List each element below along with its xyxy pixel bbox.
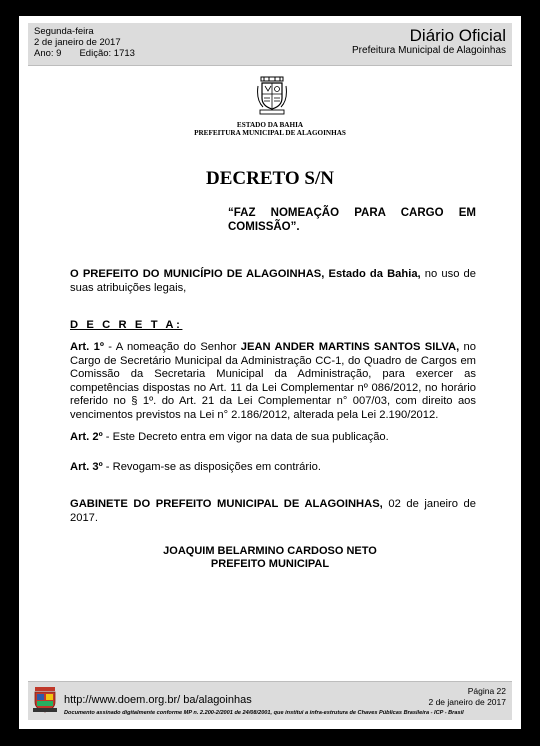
art3-text: - Revogam-se as disposições em contrário.: [102, 461, 321, 473]
header-edition-info: [34, 26, 135, 59]
letterhead-state: ESTADO DA BAHIA: [236, 121, 304, 129]
footer-signature-note: Documento assinado digitalmente conforme MP n. 2.200-2/2001 de 24/08/2001, que institui a infra-estrutura de Chaves Públicas Brasileira - ICP - Brasil: [64, 710, 464, 716]
footer-url[interactable]: http://www.doem.org.br/ ba/alagoinhas: [64, 694, 252, 706]
letterhead-prefeitura: PREFEITURA MUNICIPAL DE ALAGOINHAS: [194, 129, 346, 137]
footer-date: 2 de janeiro de 2017: [428, 697, 506, 707]
intro-bold: O PREFEITO DO MUNICÍPIO DE ALAGOINHAS, Estado da Bahia,: [70, 268, 421, 280]
art1-text: no Cargo de Secretário Municipal da Administração CC-1, do Quadro de Cargos em Comissão da Secretaria Municipal da Administração, para exercer as competências dispostas no Art. 11 da Lei Complementar nº 086/2012, no horário referido no § 1º. do Art. 21 da Lei Complementar n° 007/03, com direito aos vencimentos previstos na Lei n° 2.186/2012, alterada pela Lei 2.190/2012.: [70, 341, 476, 421]
footer-page-number: Página 22: [467, 686, 506, 696]
gabinete-bold: GABINETE DO PREFEITO MUNICIPAL DE ALAGOINHAS,: [70, 498, 383, 510]
art1-name: JEAN ANDER MARTINS SANTOS SILVA,: [240, 341, 460, 353]
art2-text: - Este Decreto entra em vigor na data de sua publicação.: [102, 431, 389, 443]
decreta-heading: D E C R E T A:: [70, 319, 183, 331]
art1-label: Art. 1º: [70, 341, 104, 353]
art3-label: Art. 3º: [70, 461, 103, 473]
gabinete-date: 02 de janeiro de 2017.: [70, 498, 476, 524]
ementa-line-2: COMISSÃO”.: [228, 221, 300, 233]
municipal-crest-icon: [32, 686, 58, 714]
header-edition: Edição: 1713: [79, 48, 135, 59]
article-3: [70, 461, 476, 475]
document-page: [19, 16, 521, 729]
gazette-title: Diário Oficial: [409, 26, 506, 45]
gazette-subtitle: Prefeitura Municipal de Alagoinhas: [352, 45, 506, 56]
header-date: 2 de janeiro de 2017: [34, 37, 121, 48]
decree-ementa: [228, 206, 476, 234]
coat-of-arms-icon: [257, 74, 287, 116]
art1-pre: - A nomeação do Senhor: [103, 341, 241, 353]
gazette-header: [28, 23, 512, 66]
header-weekday: Segunda-feira: [34, 26, 94, 37]
signer-name: JOAQUIM BELARMINO CARDOSO NETO: [163, 545, 377, 557]
article-1: [70, 341, 476, 422]
ementa-line-1: “FAZ NOMEAÇÃO PARA CARGO EM: [228, 207, 476, 219]
gazette-footer: [28, 681, 512, 720]
article-2: [70, 431, 476, 445]
art2-label: Art. 2º: [70, 431, 103, 443]
signer-role: PREFEITO MUNICIPAL: [210, 558, 330, 570]
header-year: Ano: 9: [34, 48, 62, 59]
intro-rest: no uso de suas atribuições legais,: [70, 268, 476, 294]
gabinete-line: [70, 498, 476, 525]
decree-intro: [70, 268, 476, 295]
decree-title: DECRETO S/N: [206, 168, 334, 189]
